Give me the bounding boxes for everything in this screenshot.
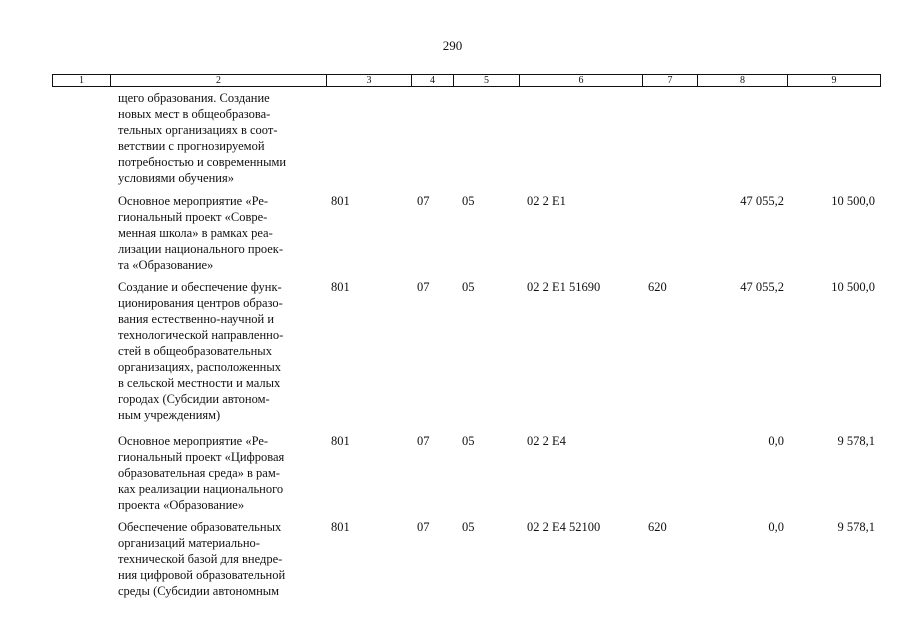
amount-column-8: 47 055,2 [740, 194, 784, 208]
description-line: гиональный проект «Цифровая [118, 450, 285, 464]
column-number-5: 5 [454, 75, 520, 87]
target-item-code: 02 2 E4 [527, 434, 566, 448]
amount-column-9: 9 578,1 [837, 520, 875, 534]
description-line: вания естественно-научной и [118, 312, 275, 326]
description-line: потребностью и современными [118, 155, 287, 169]
description-line: в сельской местности и малых [118, 376, 281, 390]
column-number-4: 4 [412, 75, 454, 87]
page-number: 290 [442, 38, 463, 53]
column-number-6: 6 [520, 75, 643, 87]
amount-column-9: 9 578,1 [837, 434, 875, 448]
description-line: ным учреждениям) [118, 408, 221, 422]
column-number-9: 9 [788, 75, 881, 87]
description-line: ветствии с прогнозируемой [118, 139, 265, 153]
amount-column-9: 10 500,0 [831, 280, 875, 294]
amount-column-8: 0,0 [768, 520, 784, 534]
target-item-code: 02 2 E1 [527, 194, 566, 208]
row-description [118, 279, 330, 423]
column-number-2: 2 [111, 75, 327, 87]
section-code: 07 [417, 520, 430, 534]
expense-type-code: 620 [648, 280, 667, 294]
subsection-code: 05 [462, 194, 475, 208]
row-description [118, 90, 330, 186]
description-line: условиями обучения» [118, 171, 234, 185]
column-number-row [53, 75, 881, 87]
description-line: технологической направленно- [118, 328, 284, 342]
description-line: стей в общеобразовательных [118, 344, 272, 358]
description-line: городах (Субсидии автоном- [118, 392, 270, 406]
description-line: среды (Субсидии автономным [118, 584, 280, 598]
subsection-code: 05 [462, 520, 475, 534]
subsection-code: 05 [462, 280, 475, 294]
description-line: технической базой для внедре- [118, 552, 283, 566]
description-line: организаций материально- [118, 536, 260, 550]
ministry-code: 801 [331, 280, 350, 294]
description-line: Основное мероприятие «Ре- [118, 434, 269, 448]
row-description [118, 193, 330, 273]
subsection-code: 05 [462, 434, 475, 448]
description-line: ционирования центров образо- [118, 296, 283, 310]
section-code: 07 [417, 194, 430, 208]
column-number-8: 8 [698, 75, 788, 87]
row-description [118, 519, 330, 599]
description-line: менная школа» в рамках реа- [118, 226, 273, 240]
description-line: лизации национального проек- [118, 242, 284, 256]
description-line: проекта «Образование» [118, 498, 245, 512]
description-line: организациях, расположенных [118, 360, 282, 374]
column-number-1: 1 [53, 75, 111, 87]
ministry-code: 801 [331, 520, 350, 534]
section-code: 07 [417, 280, 430, 294]
ministry-code: 801 [331, 194, 350, 208]
description-line: образовательная среда» в рам- [118, 466, 280, 480]
description-line: Создание и обеспечение функ- [118, 280, 282, 294]
target-item-code: 02 2 E1 51690 [527, 280, 601, 294]
ministry-code: 801 [331, 434, 350, 448]
description-line: ках реализации национального [118, 482, 284, 496]
description-line: щего образования. Создание [118, 91, 270, 105]
section-code: 07 [417, 434, 430, 448]
column-header-table [52, 74, 881, 87]
amount-column-9: 10 500,0 [831, 194, 875, 208]
description-line: Обеспечение образовательных [118, 520, 282, 534]
description-line: Основное мероприятие «Ре- [118, 194, 269, 208]
row-description [118, 433, 330, 513]
column-number-3: 3 [327, 75, 412, 87]
column-number-7: 7 [643, 75, 698, 87]
target-item-code: 02 2 E4 52100 [527, 520, 601, 534]
description-line: гиональный проект «Совре- [118, 210, 268, 224]
description-line: та «Образование» [118, 258, 214, 272]
expense-type-code: 620 [648, 520, 667, 534]
description-line: ния цифровой образовательной [118, 568, 286, 582]
description-line: тельных организациях в соот- [118, 123, 278, 137]
amount-column-8: 0,0 [768, 434, 784, 448]
amount-column-8: 47 055,2 [740, 280, 784, 294]
description-line: новых мест в общеобразова- [118, 107, 271, 121]
